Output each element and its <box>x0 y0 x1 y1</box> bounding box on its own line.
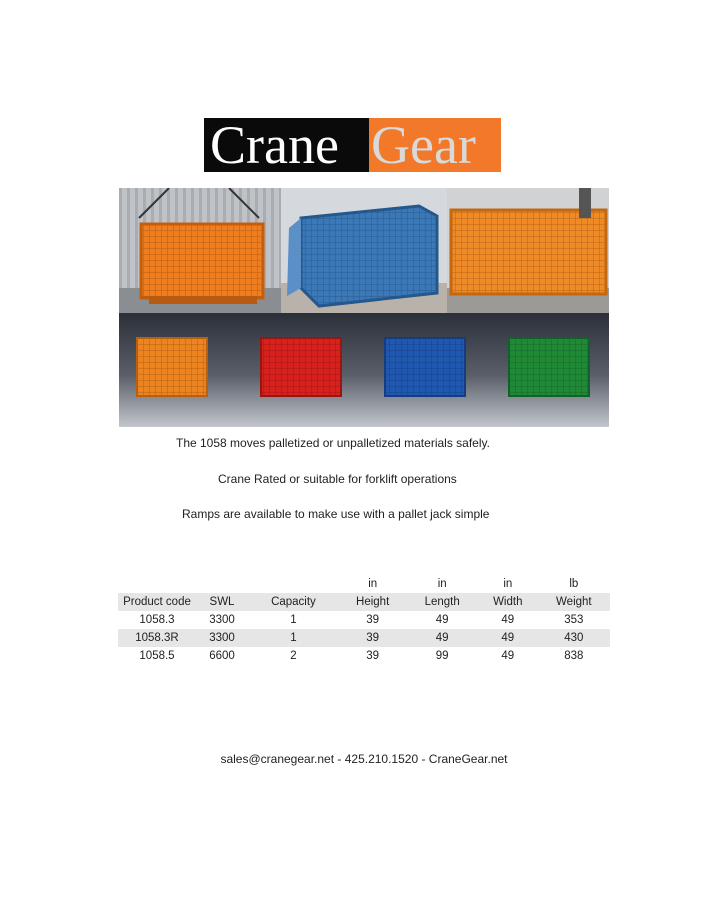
table-cell: 1058.3 <box>139 614 175 626</box>
cage-blue <box>385 338 465 396</box>
logo-gear-text: Gear <box>369 118 501 172</box>
table-cell: 1 <box>248 629 339 647</box>
product-photo-collage <box>119 188 609 427</box>
specification-table <box>118 575 610 665</box>
cage-green <box>509 338 589 396</box>
description-line-1: The 1058 moves palletized or unpalletized materials safely. <box>176 436 490 450</box>
table-cell: 49 <box>501 650 515 662</box>
column-header: SWL <box>196 593 248 611</box>
table-cell: 49 <box>406 629 477 647</box>
table-cell: 353 <box>564 614 584 626</box>
table-row <box>118 647 610 665</box>
unit-cell <box>118 575 196 593</box>
column-header: Capacity <box>248 593 339 611</box>
table-cell: 39 <box>339 629 407 647</box>
description-line-3: Ramps are available to make use with a pallet jack simple <box>182 507 490 521</box>
photo-top-middle <box>281 188 447 313</box>
table-cell: 6600 <box>209 650 235 662</box>
table-cell: 3300 <box>196 629 248 647</box>
unit-cell <box>196 575 248 593</box>
units-row <box>118 575 610 593</box>
photo-top-left <box>119 188 281 313</box>
column-header: Weight <box>538 593 610 611</box>
column-header: Product code <box>118 593 196 611</box>
description-line-2: Crane Rated or suitable for forklift operations <box>218 472 457 486</box>
header-row <box>118 593 610 611</box>
table-row <box>118 629 610 647</box>
column-header: Height <box>339 593 407 611</box>
table-cell: 838 <box>564 650 584 662</box>
logo-crane-text: Crane <box>204 118 369 172</box>
table-row <box>118 611 610 629</box>
table-cell: 3300 <box>209 614 235 626</box>
photo-top-right <box>447 188 609 313</box>
unit-cell: lb <box>569 578 579 590</box>
unit-cell <box>248 575 339 593</box>
cage-red <box>261 338 341 396</box>
column-header: Width <box>478 593 538 611</box>
unit-cell: in <box>368 578 378 590</box>
table-cell: 49 <box>478 629 538 647</box>
table-cell: 99 <box>435 650 449 662</box>
table-cell: 49 <box>435 614 449 626</box>
unit-cell: in <box>503 578 513 590</box>
cage-orange <box>137 338 207 396</box>
table-cell: 39 <box>366 650 380 662</box>
column-header: Length <box>406 593 477 611</box>
table-cell: 1058.5 <box>139 650 175 662</box>
table-cell: 1058.3R <box>118 629 196 647</box>
table-cell: 2 <box>290 650 297 662</box>
unit-cell: in <box>437 578 447 590</box>
contact-info: sales@cranegear.net - 425.210.1520 - CraneGear.net <box>220 752 508 766</box>
cranegear-logo <box>204 115 501 175</box>
table-cell: 1 <box>290 614 297 626</box>
table-cell: 430 <box>538 629 610 647</box>
table-cell: 49 <box>501 614 515 626</box>
table-cell: 39 <box>366 614 380 626</box>
